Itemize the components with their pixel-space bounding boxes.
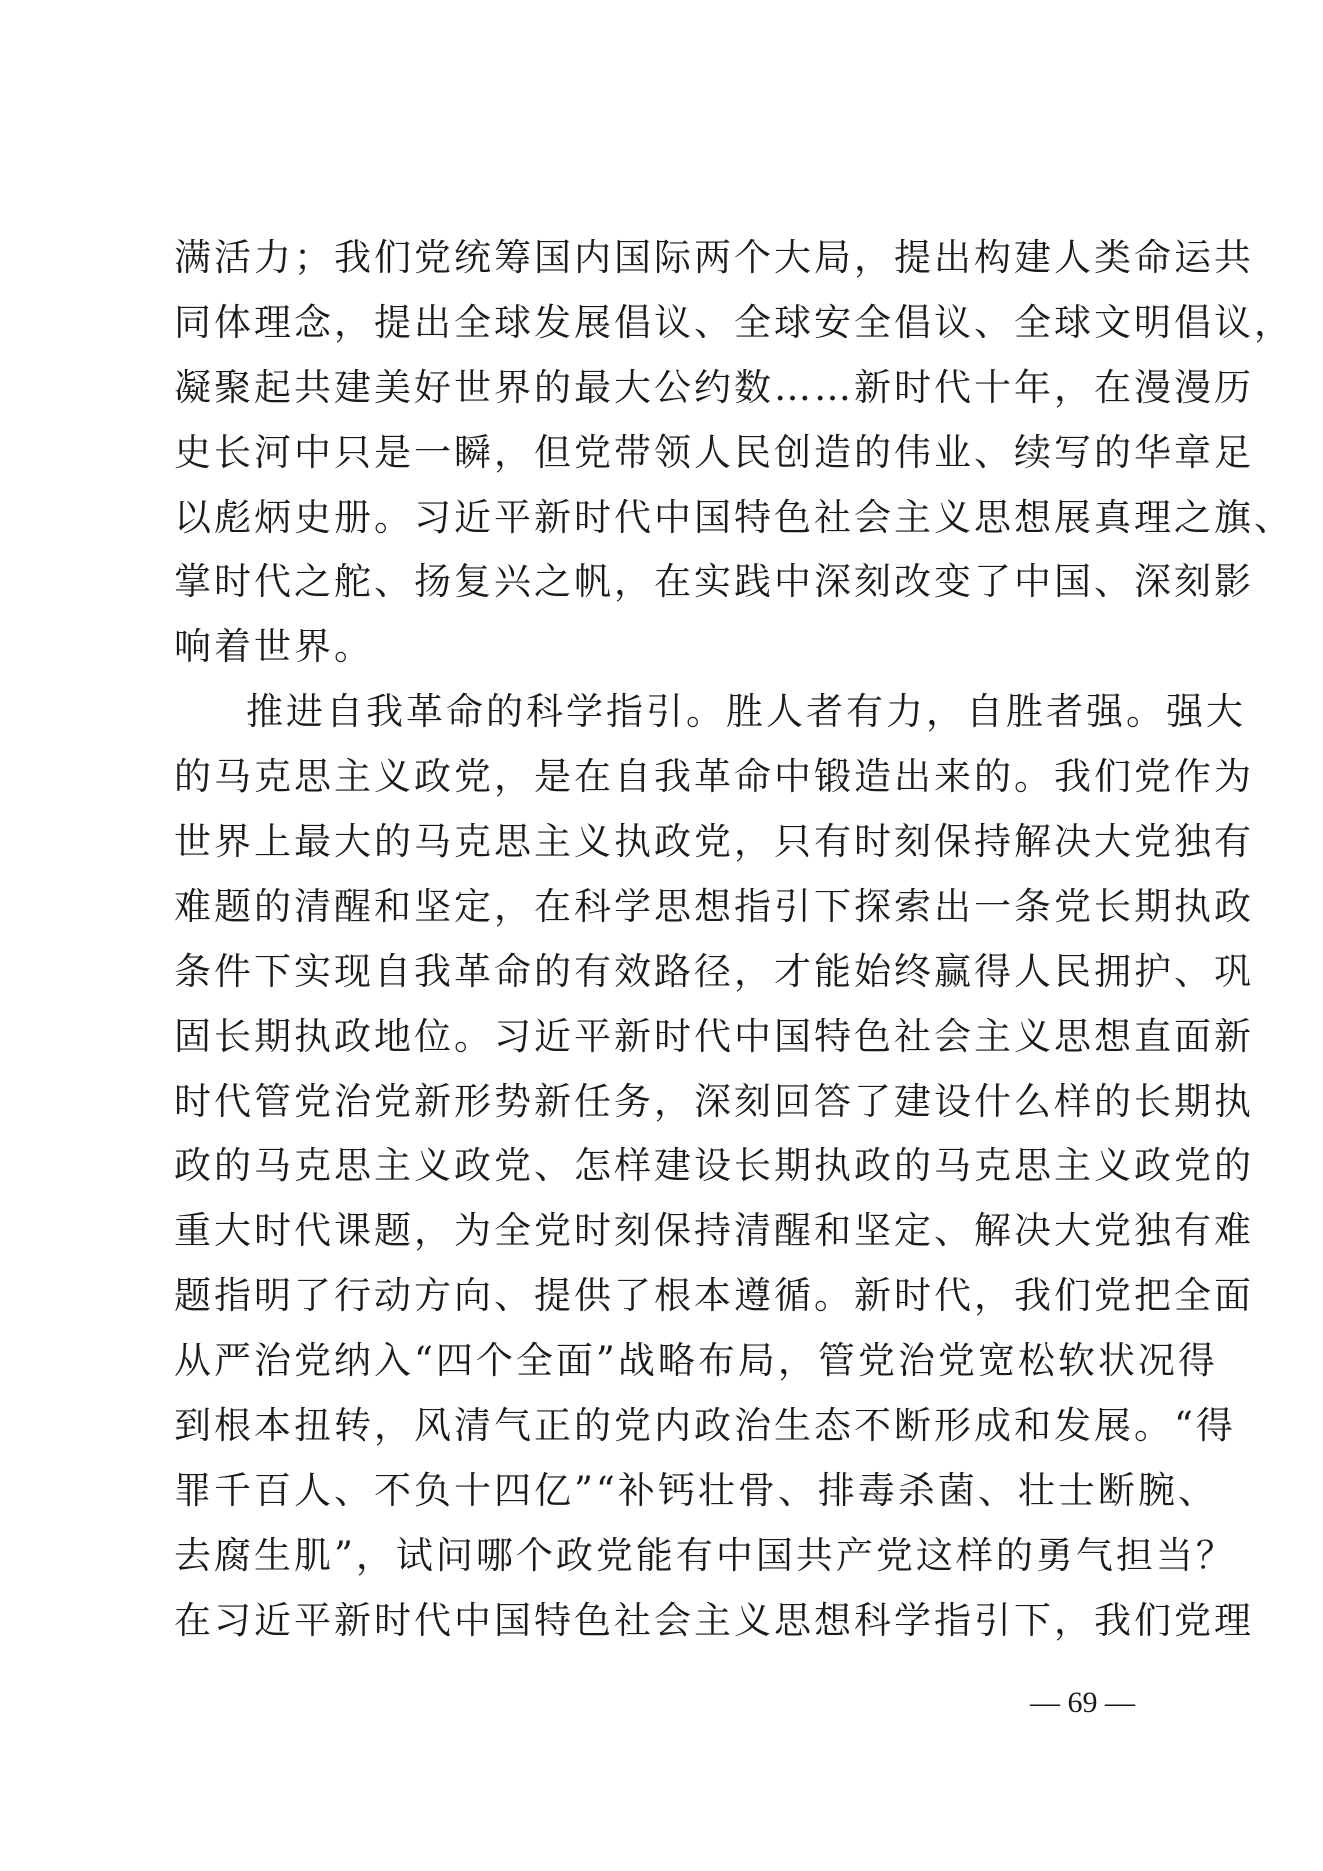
page-number: — 69 —	[1030, 1686, 1135, 1719]
text-line: 条件下实现自我革命的有效路径，才能始终赢得人民拥护、巩	[174, 949, 1254, 993]
text-line: 政的马克思主义政党、怎样建设长期执政的马克思主义政党的	[174, 1144, 1254, 1188]
text-line: 凝聚起共建美好世界的最大公约数……新时代十年，在漫漫历	[174, 365, 1254, 409]
text-line: 响着世界。	[174, 625, 374, 669]
text-line: 掌时代之舵、扬复兴之帆，在实践中深刻改变了中国、深刻影	[174, 560, 1254, 604]
text-line: 史长河中只是一瞬，但党带领人民创造的伟业、续写的华章足	[174, 430, 1254, 474]
text-line: 固长期执政地位。习近平新时代中国特色社会主义思想直面新	[174, 1014, 1254, 1058]
text-line: 去腐生肌”，试问哪个政党能有中国共产党这样的勇气担当？	[174, 1533, 1236, 1577]
text-line: 世界上最大的马克思主义执政党，只有时刻保持解决大党独有	[174, 820, 1254, 864]
text-line: 到根本扭转，风清气正的党内政治生态不断形成和发展。“得	[174, 1404, 1236, 1448]
text-line: 满活力；我们党统筹国内国际两个大局，提出构建人类命运共	[174, 236, 1254, 279]
text-line: 难题的清醒和坚定，在科学思想指引下探索出一条党长期执政	[174, 884, 1254, 928]
text-line: 题指明了行动方向、提供了根本遵循。新时代，我们党把全面	[174, 1274, 1254, 1318]
body-text	[174, 226, 1294, 1654]
text-line: 重大时代课题，为全党时刻保持清醒和坚定、解决大党独有难	[174, 1209, 1254, 1253]
text-line: 在习近平新时代中国特色社会主义思想科学指引下，我们党理	[174, 1598, 1254, 1642]
text-line: 时代管党治党新形势新任务，深刻回答了建设什么样的长期执	[174, 1079, 1254, 1123]
text-line: 同体理念，提出全球发展倡议、全球安全倡议、全球文明倡议，	[174, 300, 1294, 344]
text-line: 的马克思主义政党，是在自我革命中锻造出来的。我们党作为	[174, 755, 1254, 799]
paragraph-heading-line: 推进自我革命的科学指引。胜人者有力，自胜者强。强大	[246, 690, 1246, 734]
text-line: 从严治党纳入“四个全面”战略布局，管党治党宽松软状况得	[174, 1339, 1218, 1383]
text-line: 以彪炳史册。习近平新时代中国特色社会主义思想展真理之旗、	[174, 495, 1294, 539]
text-line: 罪千百人、不负十四亿”“补钙壮骨、排毒杀菌、壮士断腕、	[174, 1468, 1218, 1512]
